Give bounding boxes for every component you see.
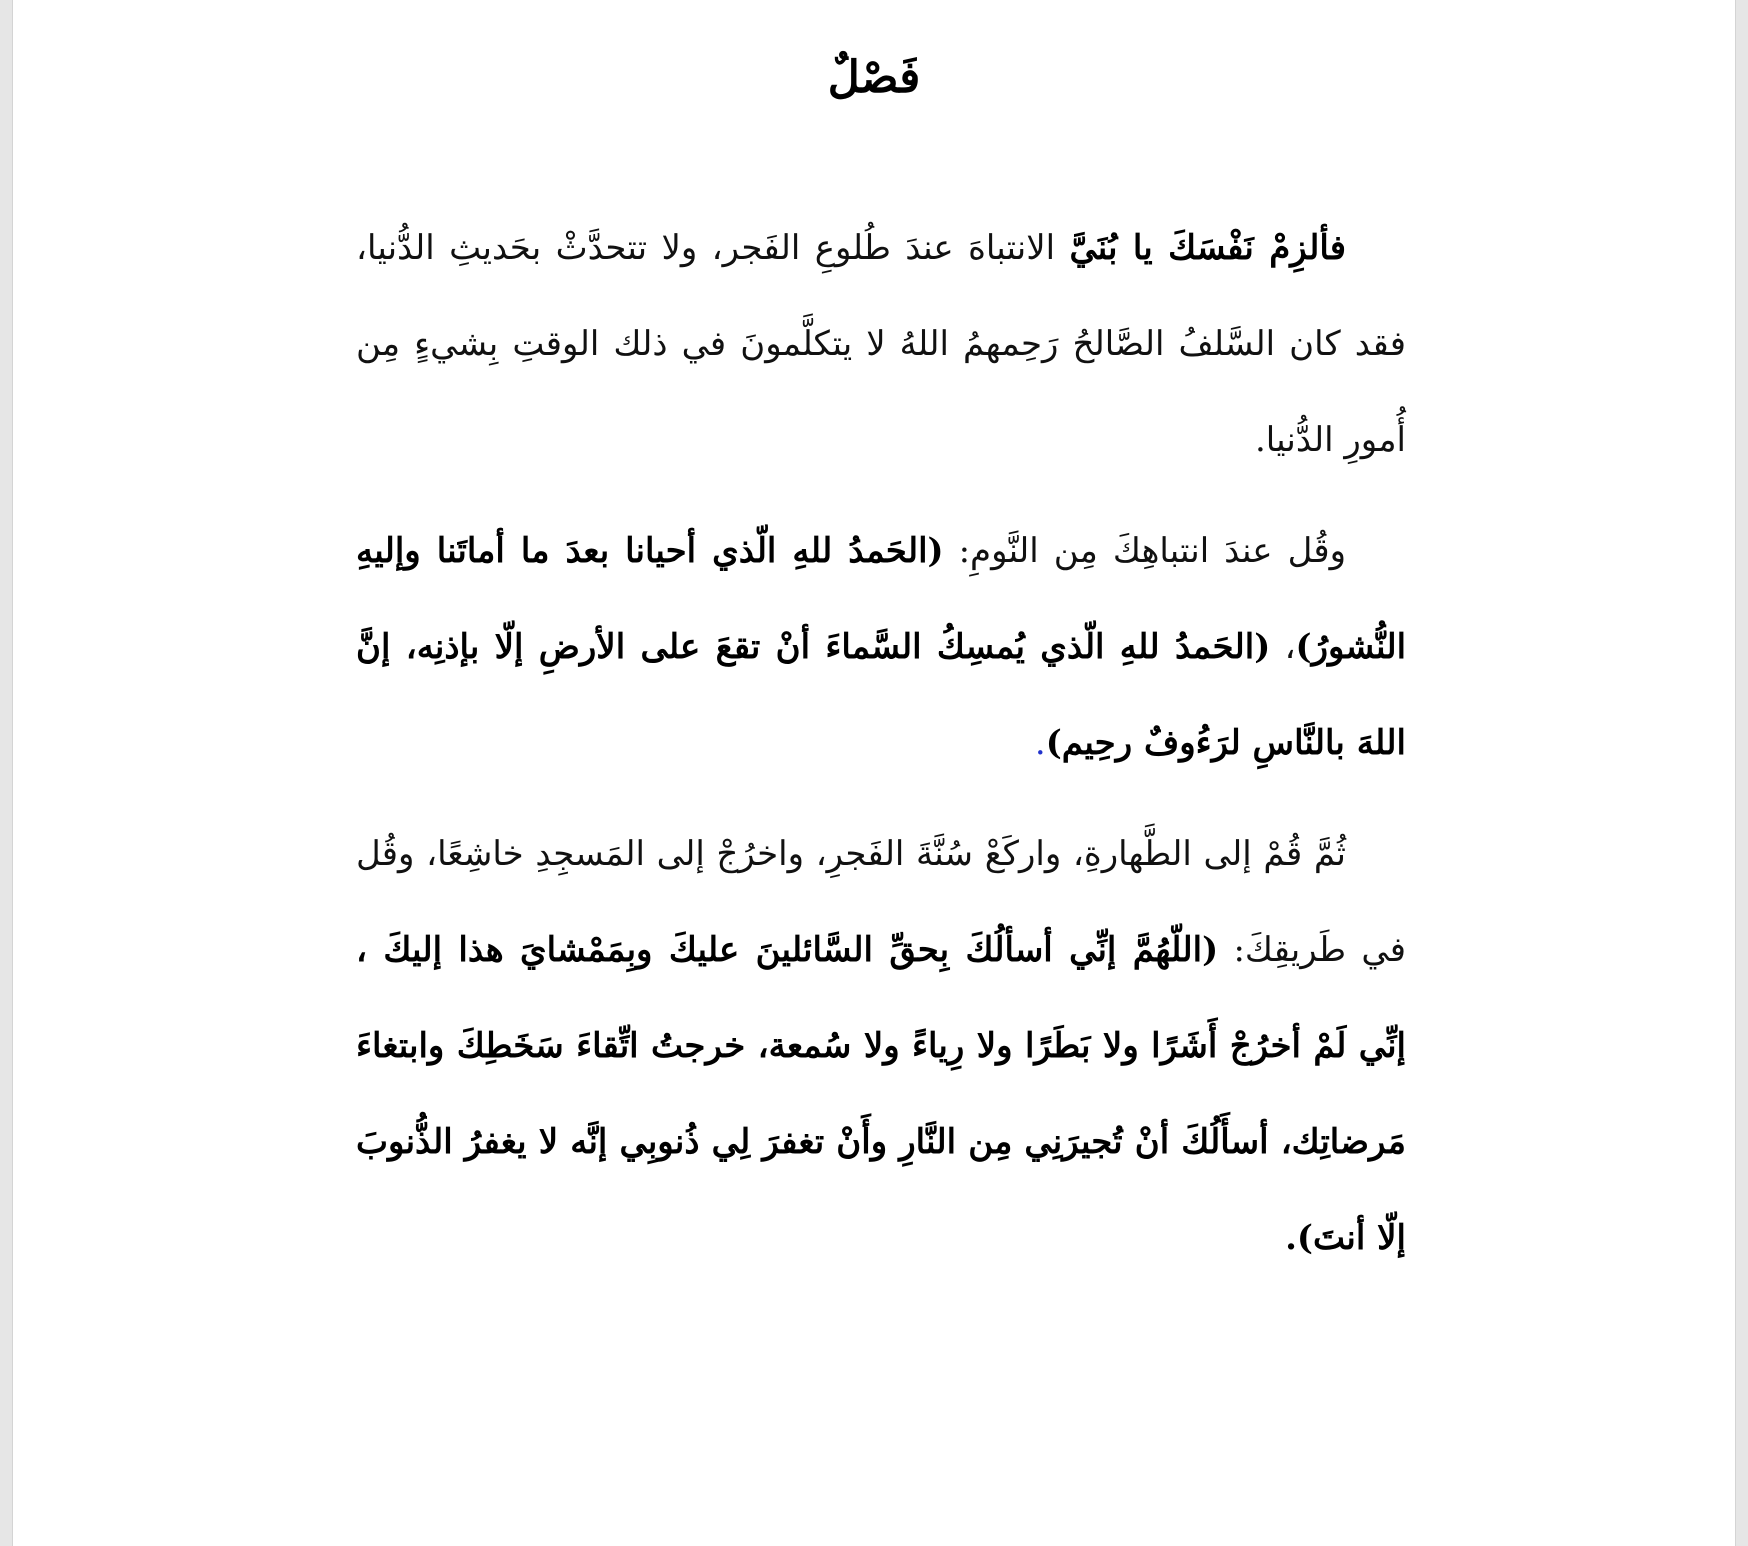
paragraph-2-separator: ، — [1270, 627, 1296, 667]
document-page — [13, 0, 1735, 1546]
paragraph-2 — [356, 503, 1406, 791]
dua-waking: (الحَمدُ للهِ الّذي أحيانا بعدَ ما أماتَنا وإليهِ النُّشورُ) — [356, 531, 1407, 667]
paragraph-1-text: الانتباهَ عندَ طُلوعِ الفَجر، ولا تتحدَّثْ بحَديثِ الدُّنيا، فقد كان السَّلفُ الصَّالحُ رَحِمهمُ اللهُ لا يتكلَّمونَ في ذلك الوقتِ بِشيءٍ مِن أُمورِ الدُّنيا. — [356, 228, 1406, 460]
paragraph-2-end: . — [1034, 723, 1046, 763]
window-frame-right — [1735, 0, 1748, 1546]
document-body — [356, 200, 1406, 1286]
paragraph-1-lead: فألزِمْ نَفْسَكَ يا بُنَيَّ — [1069, 228, 1346, 268]
section-title: فَصْلٌ — [827, 52, 921, 103]
paragraph-1 — [356, 200, 1406, 488]
paragraph-2-intro: وقُل عندَ انتباهِكَ مِن النَّومِ: — [943, 531, 1346, 571]
dua-walking-to-mosque: (اللّهُمَّ إنِّي أسألُكَ بِحقِّ السَّائلينَ عليكَ وبِمَمْشايَ هذا إليكَ ، إنِّي لَمْ أخرُجْ أَشَرًا ولا بَطَرًا ولا رِياءً ولا سُمعة، خرجتُ اتِّقاءَ سَخَطِكَ وابتغاءَ مَرضاتِك، أسأَلُكَ أنْ تُجيرَنِي مِن النَّارِ وأَنْ تغفرَ لِي ذُنوبِي إنَّه لا يغفرُ الذُّنوبَ إلّا أنتَ). — [356, 930, 1406, 1258]
dua-sky: (الحَمدُ للهِ الّذي يُمسِكُ السَّماءَ أنْ تقعَ على الأرضِ إلّا بإذنِه، إنَّ اللهَ بالنَّاسِ لرَءُوفٌ رحِيم) — [356, 627, 1406, 763]
window-frame-left — [0, 0, 13, 1546]
paragraph-3 — [356, 806, 1406, 1286]
paragraph-3-intro: ثُمَّ قُمْ إلى الطَّهارةِ، واركَعْ سُنَّةَ الفَجرِ، واخرُجْ إلى المَسجِدِ خاشِعًا، وقُل في طَريقِكَ: — [356, 834, 1406, 970]
